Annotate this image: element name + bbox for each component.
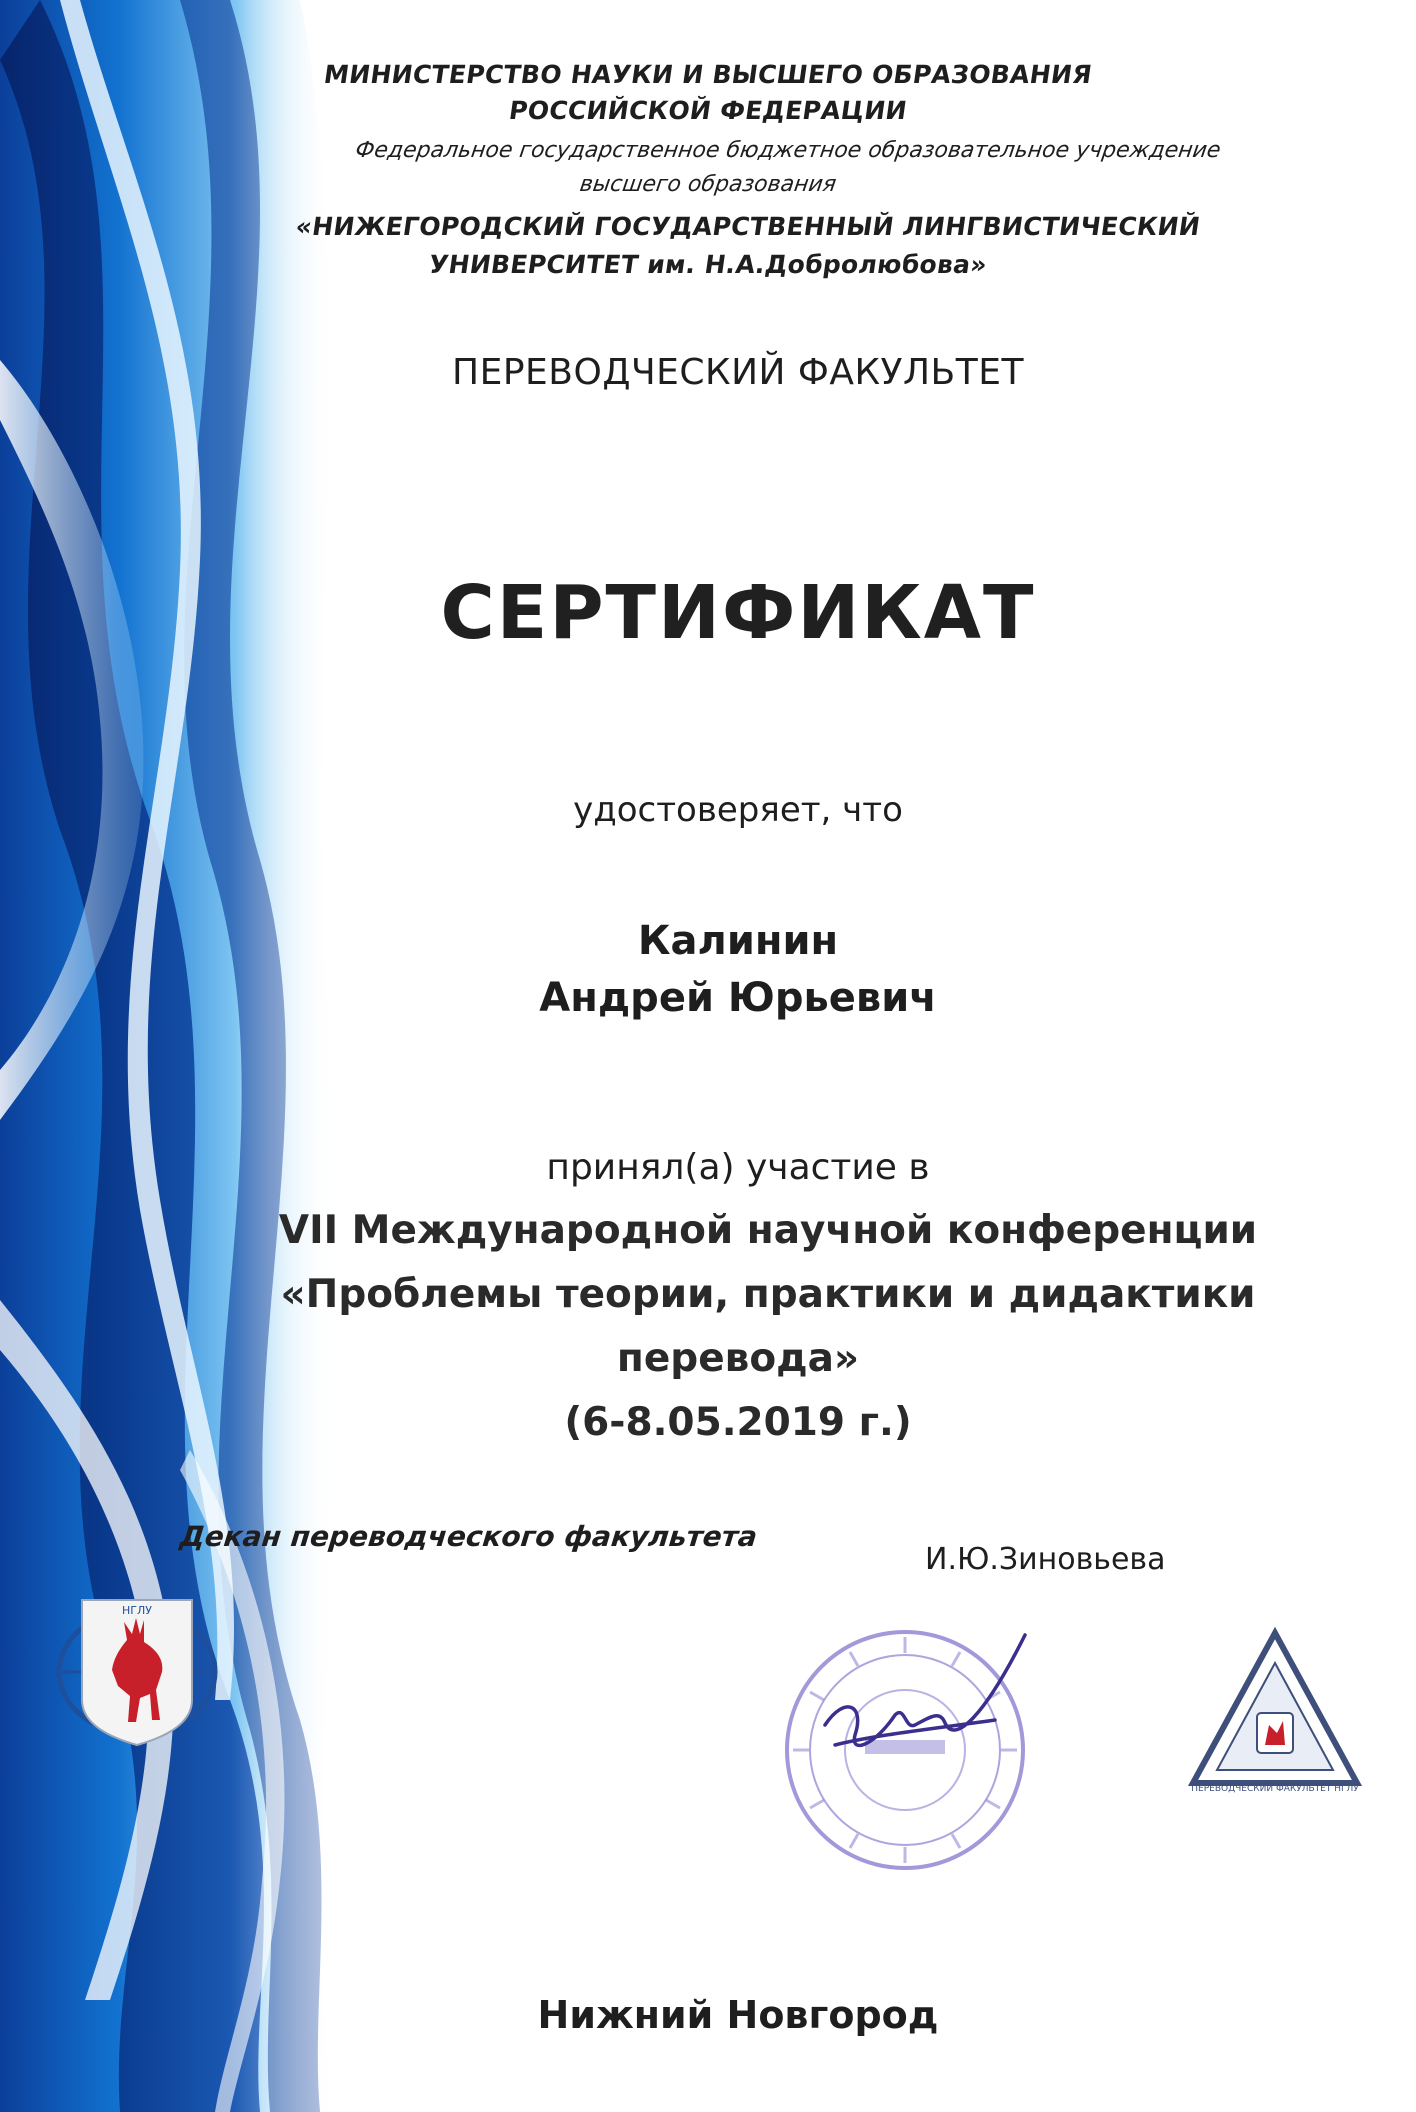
recipient-surname: Калинин <box>637 918 839 964</box>
official-stamp-with-signature <box>755 1595 1065 1895</box>
conference-line-2: «Проблемы теории, практики и дидактики <box>280 1272 1256 1317</box>
faculty-logo-text: ПЕРЕВОДЧЕСКИЙ ФАКУЛЬТЕТ НГЛУ <box>1191 1784 1359 1794</box>
university-line-2: УНИВЕРСИТЕТ им. Н.А.Добролюбова» <box>427 250 989 279</box>
university-logo <box>52 1590 222 1750</box>
ministry-line-1: МИНИСТЕРСТВО НАУКИ И ВЫСШЕГО ОБРАЗОВАНИЯ <box>322 60 1094 89</box>
recipient-given-names: Андрей Юрьевич <box>539 975 937 1021</box>
certificate-title: СЕРТИФИКАТ <box>440 570 1036 656</box>
university-logo-text: НГЛУ <box>122 1604 152 1617</box>
institution-type-line-1: Федеральное государственное бюджетное образовательное учреждение <box>353 138 1223 163</box>
ministry-line-2: РОССИЙСКОЙ ФЕДЕРАЦИИ <box>507 96 909 125</box>
signatory-name: И.Ю.Зиновьева <box>925 1542 1166 1577</box>
certifies-text: удостоверяет, что <box>573 790 903 830</box>
conference-line-1: VII Международной научной конференции <box>278 1208 1258 1253</box>
conference-line-3: перевода» <box>616 1336 860 1381</box>
city-name: Нижний Новгород <box>537 1993 939 2037</box>
conference-dates: (6-8.05.2019 г.) <box>564 1400 912 1445</box>
faculty-logo <box>1185 1625 1365 1795</box>
institution-type-line-2: высшего образования <box>578 172 838 197</box>
university-line-1: «НИЖЕГОРОДСКИЙ ГОСУДАРСТВЕННЫЙ ЛИНГВИСТИЧЕСКИЙ <box>293 212 1203 241</box>
faculty-name: ПЕРЕВОДЧЕСКИЙ ФАКУЛЬТЕТ <box>452 352 1024 393</box>
signatory-role: Декан переводческого факультета <box>178 1520 759 1553</box>
participated-text: принял(а) участие в <box>546 1147 930 1188</box>
